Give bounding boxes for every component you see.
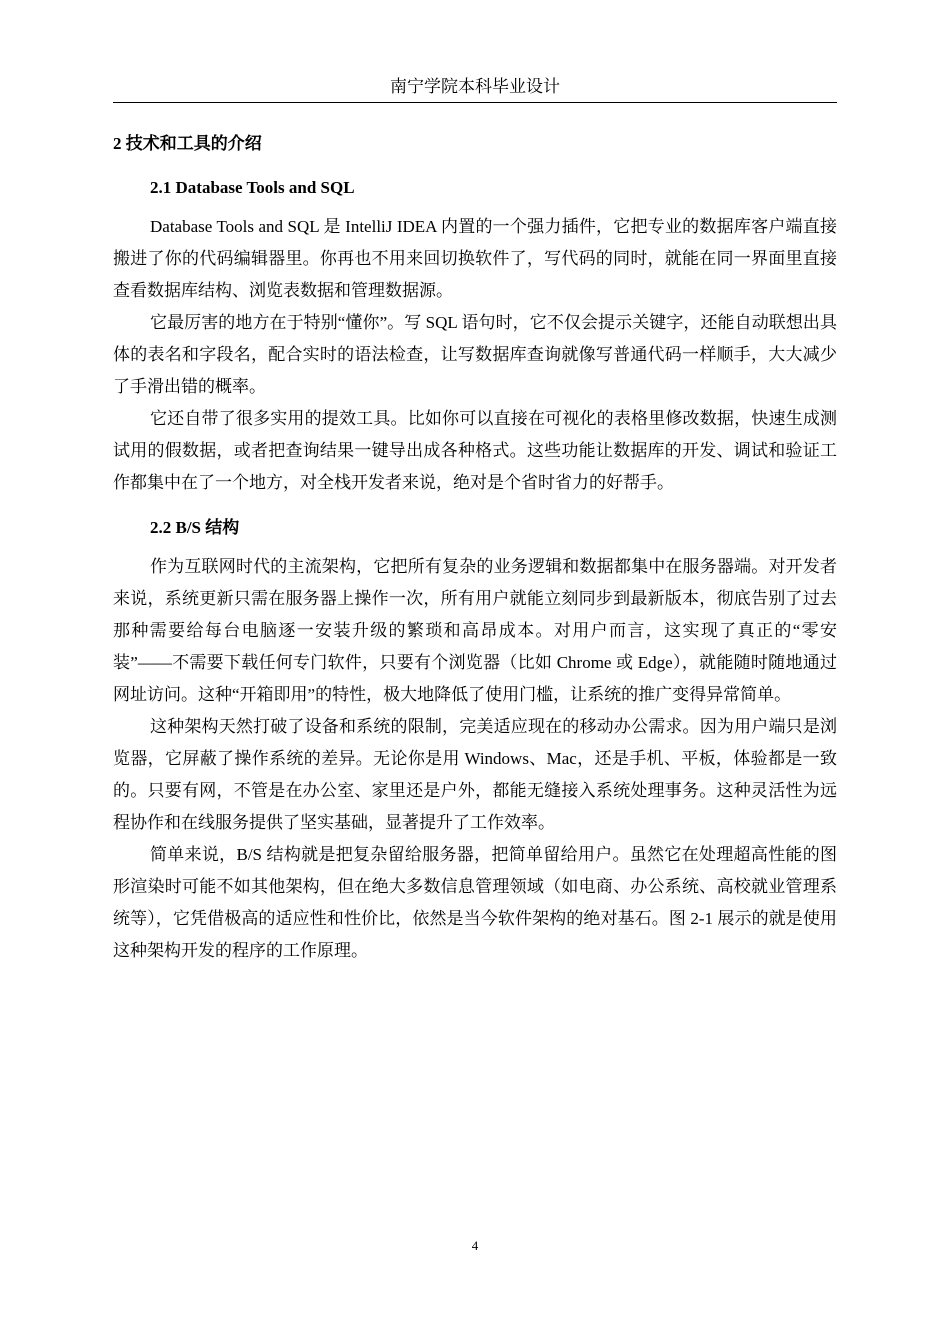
chapter-heading: 2 技术和工具的介绍 [113,134,262,153]
paragraph: 它还自带了很多实用的提效工具。比如你可以直接在可视化的表格里修改数据，快速生成测试用的假数据，或者把查询结果一键导出成各种格式。这些功能让数据库的开发、调试和验证工作都集中在了一个地方，对全栈开发者来说，绝对是个省时省力的好帮手。 [113,409,837,492]
paragraph: 它最厉害的地方在于特别“懂你”。写 SQL 语句时，它不仅会提示关键字，还能自动联想出具体的表名和字段名，配合实时的语法检查，让写数据库查询就像写普通代码一样顺手，大大减少了手滑出错的概率。 [113,313,837,396]
paragraph: 这种架构天然打破了设备和系统的限制，完美适应现在的移动办公需求。因为用户端只是浏览器，它屏蔽了操作系统的差异。无论你是用 Windows、Mac，还是手机、平板，体验都是一致的。只要有网，不管是在办公室、家里还是户外，都能无缝接入系统处理事务。这种灵活性为远程协作和在线服务提供了坚实基础，显著提升了工作效率。 [113,717,837,832]
section-2-1 [113,172,837,499]
paragraph: 简单来说，B/S 结构就是把复杂留给服务器，把简单留给用户。虽然它在处理超高性能的图形渲染时可能不如其他架构，但在绝大多数信息管理领域（如电商、办公系统、高校就业管理系统等），它凭借极高的适应性和性价比，依然是当今软件架构的绝对基石。图 2-1 展示的就是使用这种架构开发的程序的工作原理。 [113,845,837,960]
paragraph: 作为互联网时代的主流架构，它把所有复杂的业务逻辑和数据都集中在服务器端。对开发者来说，系统更新只需在服务器上操作一次，所有用户就能立刻同步到最新版本，彻底告别了过去那种需要给每台电脑逐一安装升级的繁琐和高昂成本。对用户而言，这实现了真正的“零安装”——不需要下载任何专门软件，只要有个浏览器（比如 Chrome 或 Edge），就能随时随地通过网址访问。这种“开箱即用”的特性，极大地降低了使用门槛，让系统的推广变得异常简单。 [113,557,837,704]
section-heading: 2.1 Database Tools and SQL [150,178,355,197]
page-number: 4 [471,1238,479,1253]
section-2-2 [113,512,837,967]
paragraph: Database Tools and SQL 是 IntelliJ IDEA 内置的一个强力插件，它把专业的数据库客户端直接搬进了你的代码编辑器里。你再也不用来回切换软件了，写代码的同时，就能在同一界面里直接查看数据库结构、浏览表数据和管理数据源。 [113,217,837,300]
section-heading: 2.2 B/S 结构 [150,518,240,537]
page-header: 南宁学院本科毕业设计 [113,74,837,103]
document-body [113,128,837,967]
